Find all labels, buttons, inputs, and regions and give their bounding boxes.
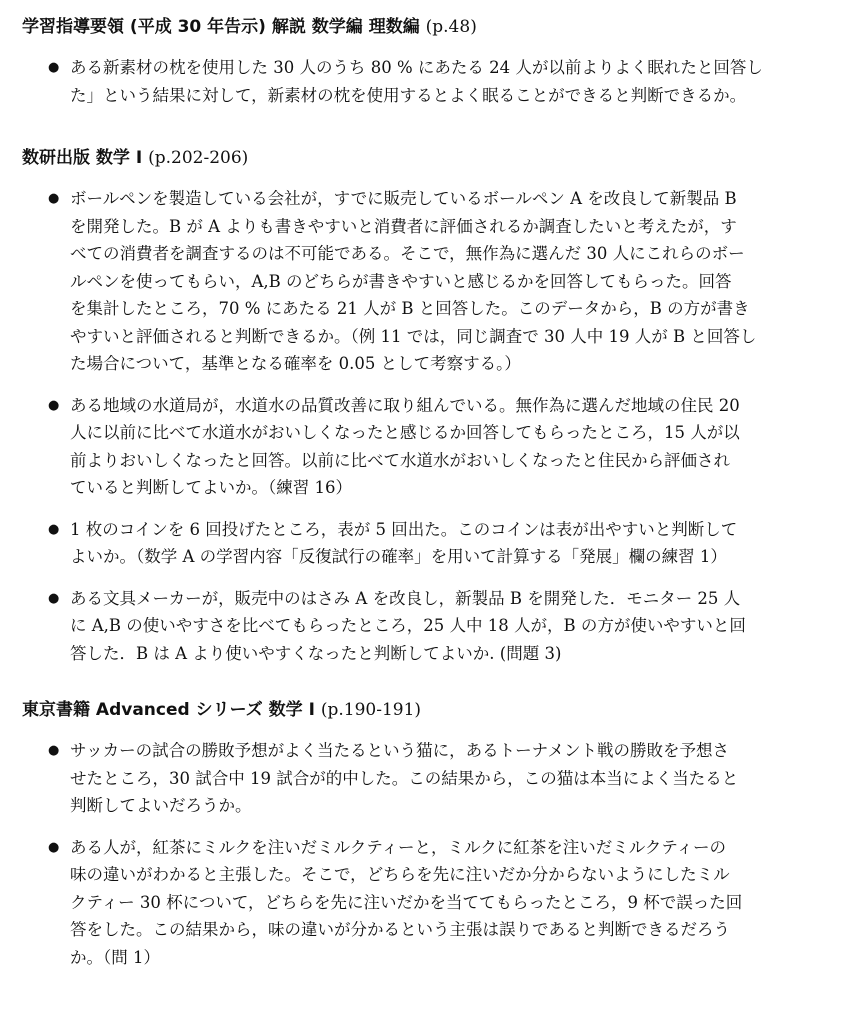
text-line: を開発した。B が A よりも書きやすいと消費者に評価されるか調査したいと考えたが，す [70, 216, 737, 236]
heading-page-ref: (p.48) [425, 17, 477, 37]
bullet-icon: ● [48, 839, 60, 855]
bullet-icon: ● [48, 191, 60, 206]
bullet-icon: ● [48, 590, 60, 606]
bullet-icon: ● [48, 60, 60, 75]
list-item [22, 392, 826, 502]
text-line: 判断してよいだろうか。 [70, 796, 252, 815]
text-line: に A,B の使いやすさを比べてもらったところ，25 人中 18 人が，B の方が使いやすいと回 [70, 616, 746, 635]
heading-title: 学習指導要領 (平成 30 年告示) 解説 数学編 理数編 [22, 17, 420, 37]
text-line: せたところ，30 試合中 19 試合が的中した。この結果から，この猫は本当によく当たると [70, 768, 739, 788]
text-line: ある新素材の枕を使用した 30 人のうち 80 % にあたる 24 人が以前よりよく眠れたと回答し [70, 58, 763, 77]
heading-title: 東京書籍 Advanced シリーズ 数学 I [22, 700, 315, 720]
text-line: べての消費者を調査するのは不可能である。そこで，無作為に選んだ 30 人にこれらのボー [70, 244, 745, 263]
text-line: 人に以前に比べて水道水がおいしくなったと感じるか回答してもらったところ，15 人が以 [70, 423, 740, 442]
list-item [22, 737, 826, 820]
text-line: ある地域の水道局が，水道水の品質改善に取り組んでいる。無作為に選んだ地域の住民 20 [70, 395, 740, 415]
section-heading [22, 14, 826, 40]
text-line: た」という結果に対して，新素材の枕を使用するとよく眠ることができると判断できるか。 [70, 85, 747, 105]
heading-page-ref: (p.202-206) [148, 148, 249, 168]
text-line: 答をした。この結果から，味の違いが分かるという主張は誤りであると判断できるだろう [70, 920, 730, 939]
section-guideline [22, 14, 826, 109]
bullet-icon: ● [48, 521, 60, 537]
text-line: ある人が，紅茶にミルクを注いだミルクティーと，ミルクに紅茶を注いだミルクティーの [70, 837, 727, 857]
section-heading [22, 697, 826, 723]
bullet-icon: ● [48, 397, 60, 413]
text-line: クティー 30 杯について，どちらを先に注いだかを当ててもらったところ，9 杯で誤った回 [70, 892, 743, 912]
section-suken [22, 145, 826, 667]
text-line: 味の違いがわかると主張した。そこで，どちらを先に注いだか分からないようにしたミル [70, 865, 730, 884]
text-line: よいか。（数学 A の学習内容「反復試行の確率」を用いて計算する「発展」欄の練習 1） [70, 547, 727, 566]
text-line: やすいと評価されると判断できるか。（例 11 では，同じ調査で 30 人中 19 人が B と回答し [70, 326, 757, 346]
text-line: 答した．B は A より使いやすくなったと判断してよいか. (問題 3) [70, 643, 562, 663]
example-list [22, 737, 826, 971]
text-line: ボールペンを製造している会社が，すでに販売しているボールペン A を改良して新製品 B [70, 189, 737, 208]
list-item [22, 185, 826, 378]
list-item [22, 516, 826, 571]
text-line: た場合について，基準となる確率を 0.05 として考察する。） [70, 354, 521, 373]
text-line: か。（問 1） [70, 947, 160, 967]
list-item [22, 54, 826, 109]
section-heading [22, 145, 826, 171]
text-line: ルペンを使ってもらい，A,B のどちらが書きやすいと感じるかを回答してもらった。回答 [70, 271, 732, 291]
list-item [22, 585, 826, 668]
text-line: ていると判断してよいか。（練習 16） [70, 478, 352, 497]
example-list [22, 54, 826, 109]
text-line: 1 枚のコインを 6 回投げたところ，表が 5 回出た。このコインは表が出やすいと判断して [70, 519, 738, 539]
bullet-icon: ● [48, 743, 60, 758]
section-tokyo-shoseki [22, 697, 826, 971]
list-item [22, 834, 826, 972]
text-line: を集計したところ，70 % にあたる 21 人が B と回答した。このデータから，B の方が書き [70, 299, 750, 318]
text-line: 前よりおいしくなったと回答。以前に比べて水道水がおいしくなったと住民から評価され [70, 450, 730, 470]
heading-page-ref: (p.190-191) [320, 700, 422, 720]
text-line: ある文具メーカーが，販売中のはさみ A を改良し，新製品 B を開発した．モニター 25 人 [70, 588, 741, 608]
example-list [22, 185, 826, 667]
text-line: サッカーの試合の勝敗予想がよく当たるという猫に，あるトーナメント戦の勝敗を予想さ [70, 741, 730, 760]
heading-title: 数研出版 数学 I [22, 148, 143, 168]
